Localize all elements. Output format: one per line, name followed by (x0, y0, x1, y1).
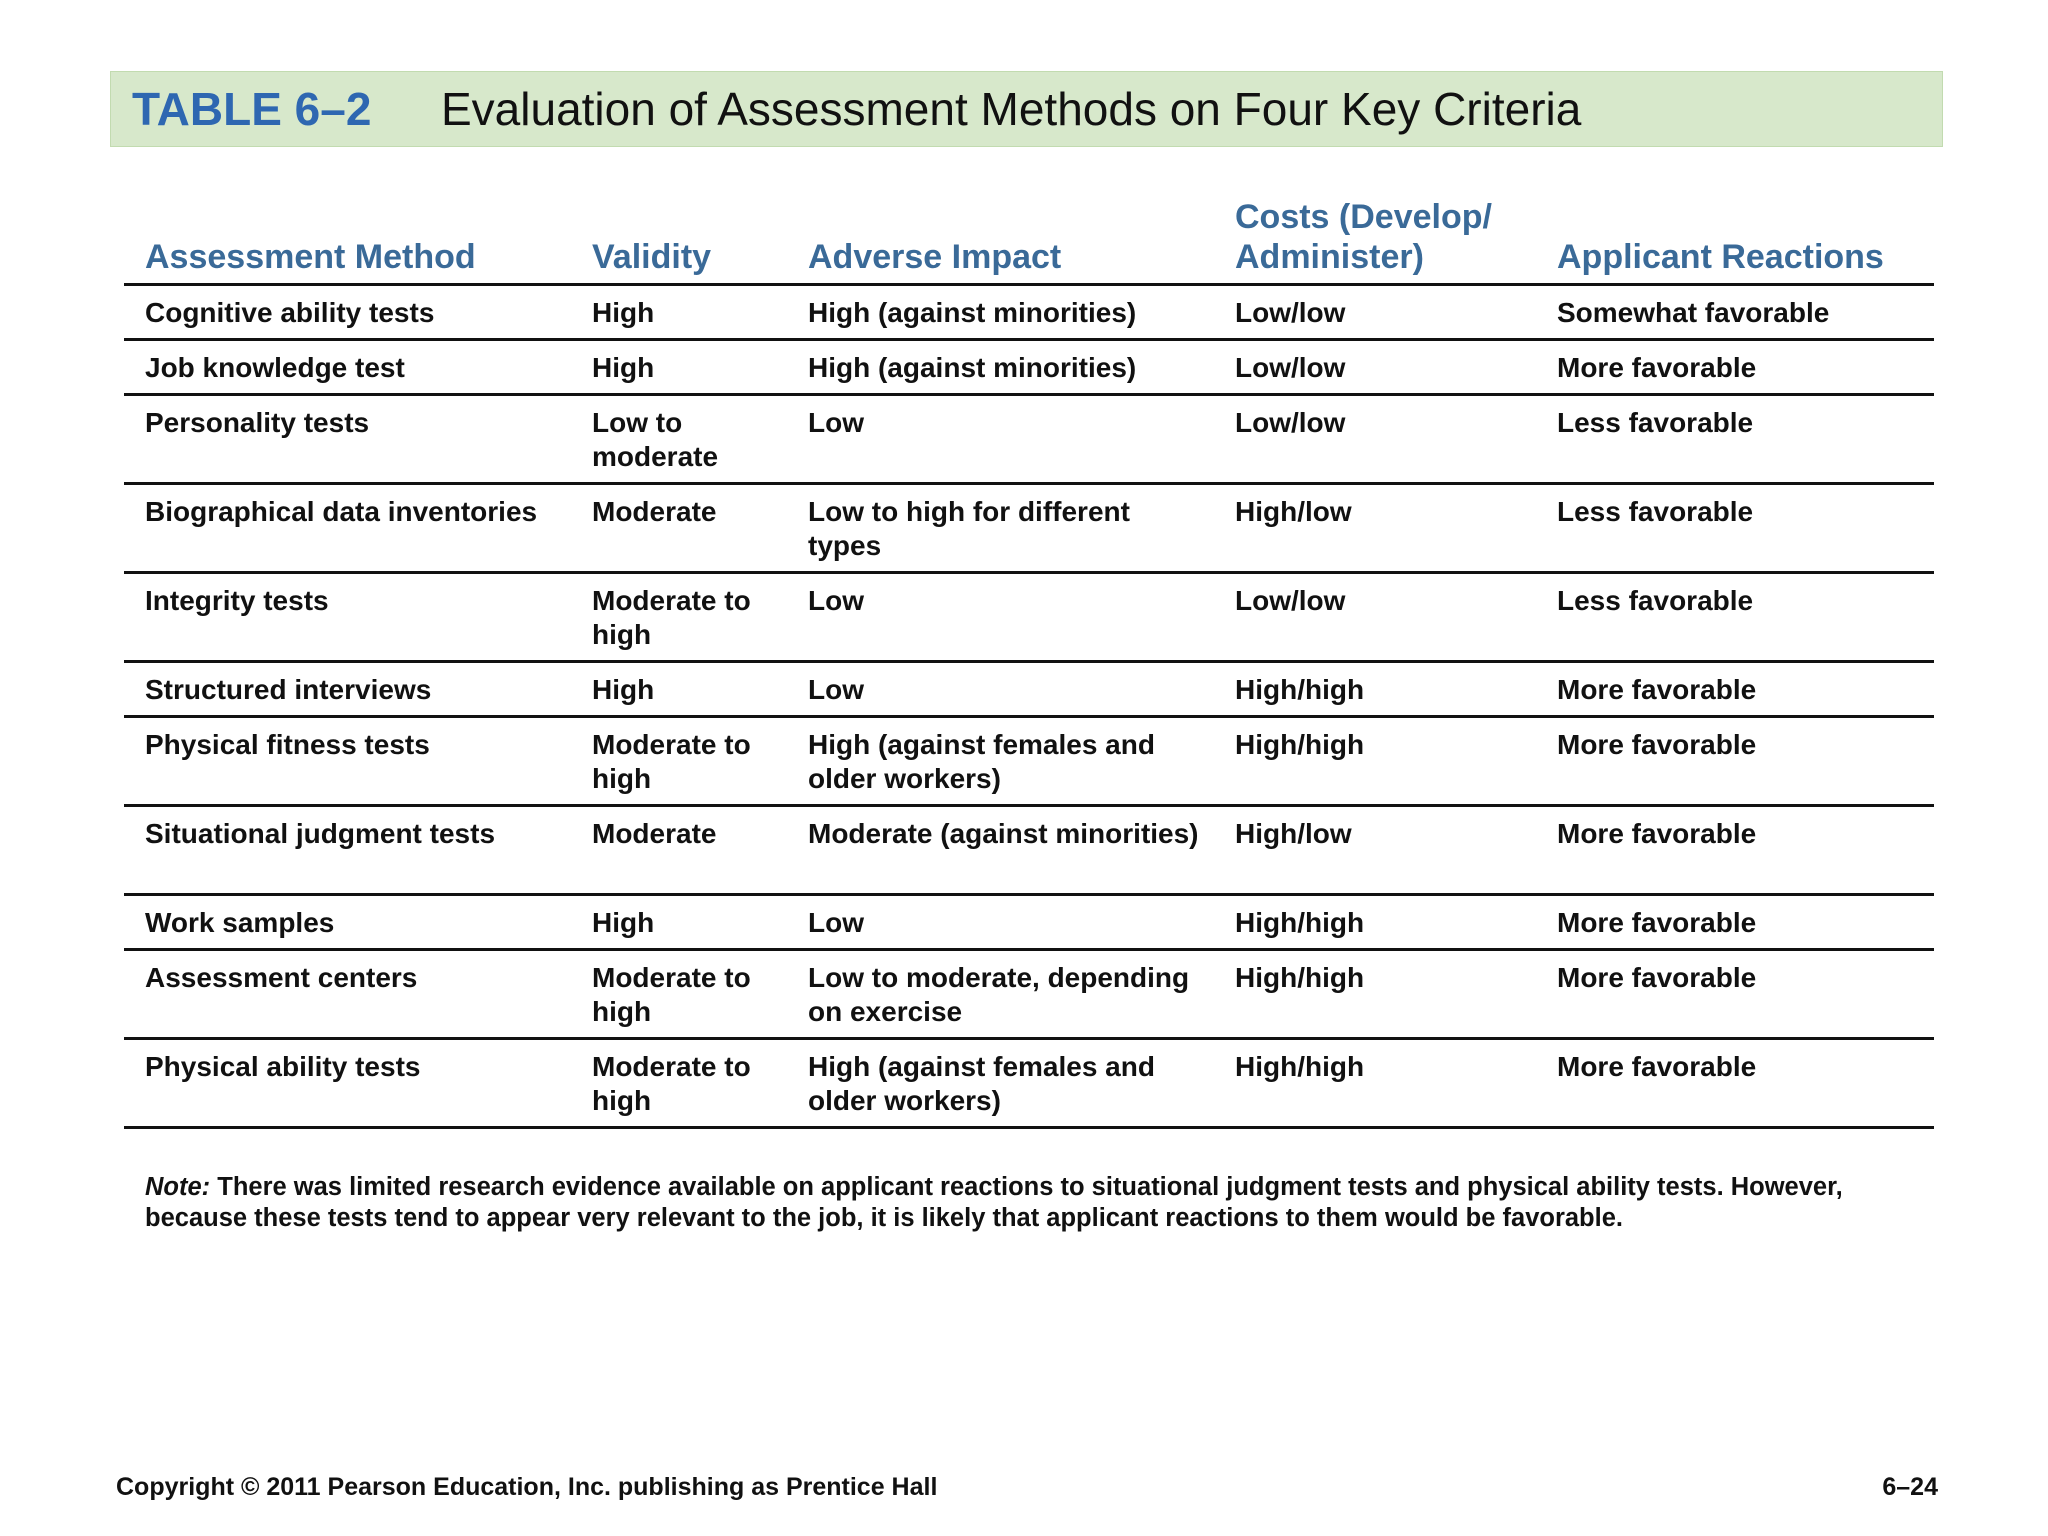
cell-adverse-impact: High (against females and older workers) (808, 1051, 1155, 1116)
table-row (124, 1040, 1934, 1129)
cell-applicant-reactions: Less favorable (1557, 585, 1754, 616)
cell-adverse-impact: Low to high for different types (808, 496, 1130, 561)
cell-applicant-reactions: More favorable (1557, 352, 1757, 383)
table-row (124, 574, 1934, 663)
table-row (124, 718, 1934, 807)
cell-validity: Moderate (592, 496, 717, 527)
cell-applicant-reactions: Somewhat favorable (1557, 297, 1830, 328)
cell-validity: High (592, 352, 655, 383)
table-row (124, 286, 1934, 341)
cell-applicant-reactions: Less favorable (1557, 407, 1754, 438)
cell-costs: High/low (1235, 496, 1352, 527)
cell-adverse-impact: High (against females and older workers) (808, 729, 1155, 794)
cell-method: Biographical data inventories (145, 496, 538, 527)
note-label: Note: (145, 1173, 211, 1201)
table-number: TABLE 6–2 (132, 83, 372, 135)
cell-adverse-impact: Low to moderate, depending on exercise (808, 962, 1190, 1027)
cell-adverse-impact: Low (808, 907, 864, 938)
table-row (124, 951, 1934, 1040)
table-header-row (124, 190, 1934, 286)
cell-validity: Low to moderate (592, 407, 719, 472)
column-header-applicant-reactions: Applicant Reactions (1557, 238, 1884, 276)
cell-adverse-impact: Low (808, 674, 864, 705)
cell-method: Cognitive ability tests (145, 297, 435, 328)
cell-costs: High/high (1235, 907, 1365, 938)
column-header-adverse-impact: Adverse Impact (808, 238, 1062, 276)
cell-costs: Low/low (1235, 407, 1346, 438)
table-row (124, 896, 1934, 951)
cell-applicant-reactions: More favorable (1557, 818, 1757, 849)
cell-applicant-reactions: More favorable (1557, 729, 1757, 760)
table-row (124, 396, 1934, 485)
cell-method: Work samples (145, 907, 335, 938)
cell-adverse-impact: High (against minorities) (808, 297, 1137, 328)
cell-validity: High (592, 907, 655, 938)
table-row (124, 485, 1934, 574)
cell-adverse-impact: Moderate (against minorities) (808, 818, 1199, 849)
cell-adverse-impact: Low (808, 585, 864, 616)
cell-costs: High/low (1235, 818, 1352, 849)
cell-costs: Low/low (1235, 297, 1346, 328)
cell-method: Physical ability tests (145, 1051, 421, 1082)
column-header-assessment-method: Assessment Method (145, 238, 476, 276)
cell-applicant-reactions: More favorable (1557, 962, 1757, 993)
table-row (124, 663, 1934, 718)
column-header-costs: Costs (Develop/ Administer) (1235, 198, 1492, 276)
cell-costs: High/high (1235, 674, 1365, 705)
copyright-footer: Copyright © 2011 Pearson Education, Inc. publishing as Prentice Hall (116, 1473, 938, 1501)
cell-applicant-reactions: More favorable (1557, 907, 1757, 938)
cell-costs: High/high (1235, 1051, 1365, 1082)
cell-validity: Moderate (592, 818, 717, 849)
cell-validity: High (592, 297, 655, 328)
cell-method: Structured interviews (145, 674, 432, 705)
cell-method: Physical fitness tests (145, 729, 430, 760)
cell-applicant-reactions: More favorable (1557, 1051, 1757, 1082)
table-note (145, 1172, 1945, 1234)
cell-validity: Moderate to high (592, 1051, 751, 1116)
cell-validity: High (592, 674, 655, 705)
note-text: There was limited research evidence available on applicant reactions to situational judgment tests and physical ability tests. However, because these tests tend to appear very relevant to the job, it is likely that applicant reactions to them would be favorable. (145, 1173, 1843, 1232)
cell-adverse-impact: Low (808, 407, 864, 438)
cell-method: Personality tests (145, 407, 370, 438)
title-bar (110, 71, 1943, 147)
cell-applicant-reactions: More favorable (1557, 674, 1757, 705)
table-title: Evaluation of Assessment Methods on Four Key Criteria (441, 83, 1582, 135)
cell-method: Assessment centers (145, 962, 418, 993)
cell-costs: High/high (1235, 962, 1365, 993)
cell-validity: Moderate to high (592, 585, 751, 650)
table-row (124, 341, 1934, 396)
cell-validity: Moderate to high (592, 729, 751, 794)
cell-applicant-reactions: Less favorable (1557, 496, 1754, 527)
cell-adverse-impact: High (against minorities) (808, 352, 1137, 383)
cell-method: Job knowledge test (145, 352, 405, 383)
assessment-table (124, 190, 1934, 1129)
cell-validity: Moderate to high (592, 962, 751, 1027)
cell-costs: High/high (1235, 729, 1365, 760)
column-header-validity: Validity (592, 238, 712, 276)
table-row (124, 807, 1934, 896)
cell-costs: Low/low (1235, 352, 1346, 383)
cell-costs: Low/low (1235, 585, 1346, 616)
cell-method: Situational judgment tests (145, 818, 496, 849)
page-number: 6–24 (1882, 1473, 1938, 1501)
cell-method: Integrity tests (145, 585, 329, 616)
